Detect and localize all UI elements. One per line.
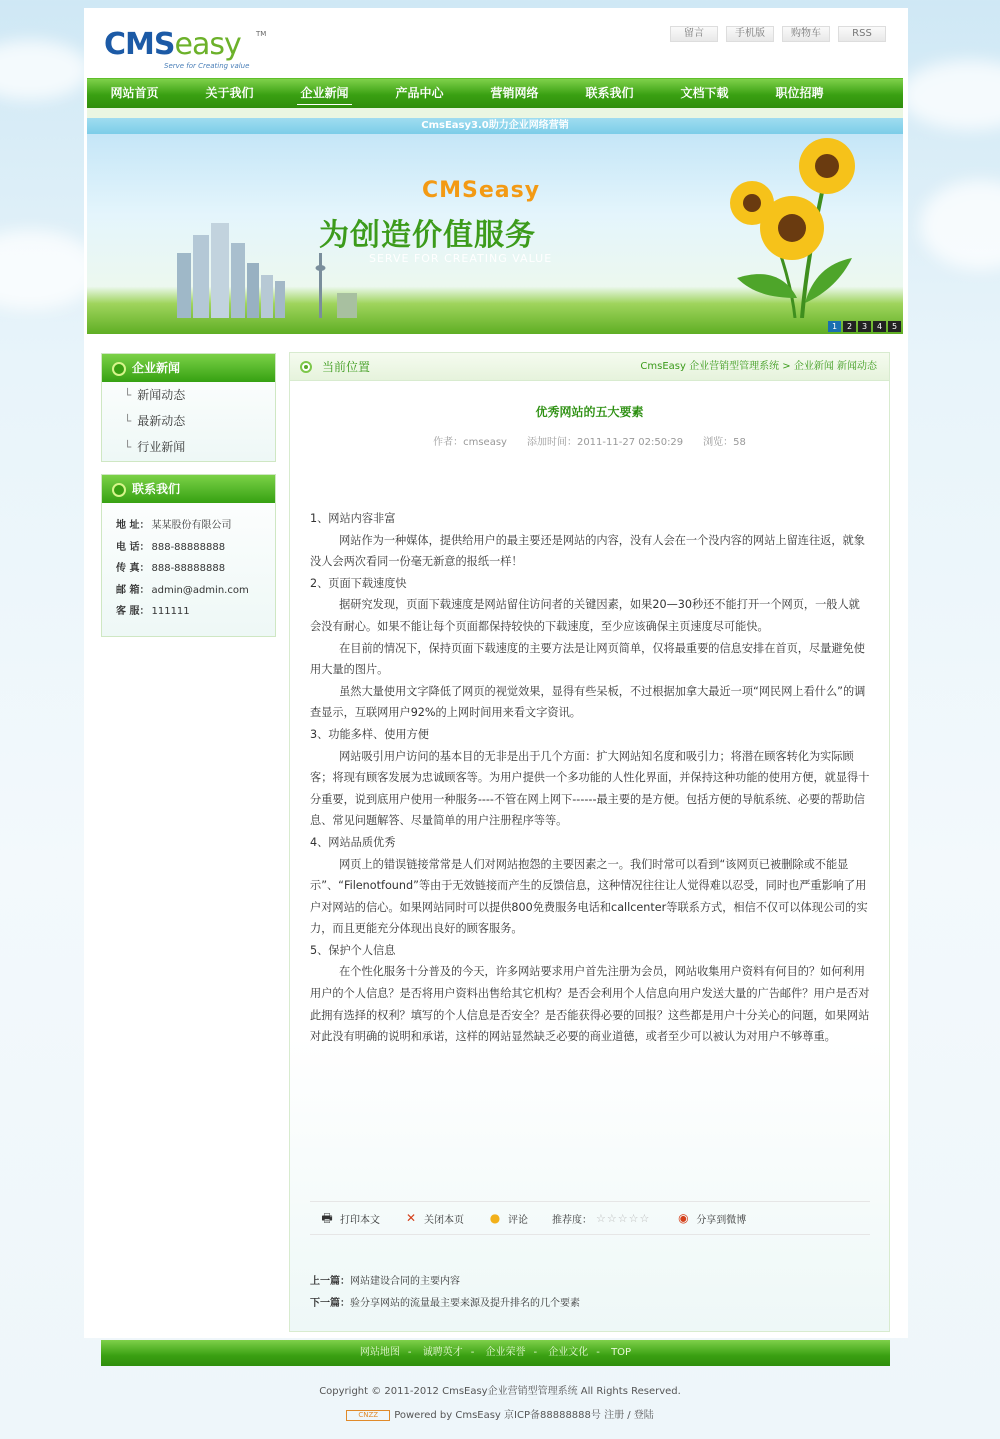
article-paragraph: 网站吸引用户访问的基本目的无非是出于几个方面：扩大网站知名度和吸引力；将潜在顾客转化为实际顾客；将现有顾客发展为忠诚顾客等。为用户提供一个多功能的人性化界面，并保持这种功能的使用方便，就显得十分重要，说到底用户使用一种服务----不管在网上网下------最主要的是方便。包括方便的导航系统、必要的帮助信息、常见问题解答、尽量简单的用户注册程序等等。 <box>310 749 870 828</box>
contact-service: 客 服： 111111 <box>116 606 190 617</box>
close-icon: ✕ <box>405 1211 417 1225</box>
article-paragraph: 1、网站内容非富 <box>310 512 396 525</box>
sidebar-news-box <box>101 353 276 462</box>
sidebar-item-news-dynamic[interactable]: └ 新闻动态 <box>124 388 186 402</box>
copyright: Copyright © 2011-2012 CmsEasy企业营销型管理系统 All Rights Reserved. <box>319 1386 681 1397</box>
weibo-icon: ◉ <box>678 1211 689 1225</box>
corner-icon: └ <box>124 414 132 428</box>
prev-article[interactable]: 上一篇：网站建设合同的主要内容 <box>310 1276 460 1287</box>
nav-products[interactable]: 产品中心 <box>395 86 444 100</box>
breadcrumb[interactable]: CmsEasy 企业营销型管理系统 > 企业新闻 新闻动态 <box>640 361 877 372</box>
article-body <box>310 508 870 1048</box>
powered-by: CNZZ Powered by CmsEasy 京ICP备88888888号 注册 / 登陆 <box>0 1406 1000 1421</box>
rating-stars[interactable]: ☆☆☆☆☆ <box>596 1211 651 1225</box>
banner-brand: CMSeasy <box>422 178 541 203</box>
cnzz-badge[interactable]: CNZZ <box>346 1410 390 1421</box>
top-links <box>670 26 886 42</box>
banner-pager <box>828 321 901 332</box>
location-bar <box>290 353 889 381</box>
footer-link-culture[interactable]: 企业文化 <box>548 1347 589 1358</box>
location-label: 当前位置 <box>322 360 371 374</box>
close-page-button[interactable]: ✕ 关闭本页 <box>405 1211 464 1226</box>
logo-tm: TM <box>256 30 267 38</box>
banner-slogan-en: SERVE FOR CREATING VALUE <box>369 252 553 265</box>
logo-tagline: Serve for Creating value <box>164 62 250 70</box>
article-paragraph: 据研究发现，页面下载速度是网站留住访问者的关键因素，如果20—30秒还不能打开一个网页，一般人就会没有耐心。如果不能让每个页面都保持较快的下载速度，至少应该确保主页速度尽可能快。 <box>310 598 860 633</box>
nav-downloads[interactable]: 文档下载 <box>680 86 729 100</box>
banner-top-text: CmsEasy3.0助力企业网络营销 <box>87 118 903 134</box>
main-content <box>289 352 890 1332</box>
nav-home[interactable]: 网站首页 <box>110 86 159 100</box>
contact-email: 邮 箱： admin@admin.com <box>116 584 249 596</box>
article-tools <box>310 1201 870 1235</box>
logo-cms: CMS <box>104 27 175 62</box>
nav-about[interactable]: 关于我们 <box>205 86 254 100</box>
print-button[interactable]: 🖶 打印本文 <box>321 1211 380 1226</box>
article-paragraph: 2、页面下载速度快 <box>310 576 407 590</box>
footer-link-sitemap[interactable]: 网站地图 <box>359 1347 400 1358</box>
share-weibo-button[interactable]: ◉ 分享到微博 <box>678 1211 747 1226</box>
top-link-cart[interactable]: 购物车 <box>782 26 830 42</box>
sidebar-contact-box <box>101 474 276 637</box>
footer-link-jobs[interactable]: 诚聘英才 <box>422 1347 463 1358</box>
next-article[interactable]: 下一篇：验分享网站的流量最主要来源及提升排名的几个要素 <box>310 1298 580 1309</box>
prev-next <box>310 1271 580 1315</box>
corner-icon: └ <box>124 388 132 402</box>
contact-fax: 传 真： 888-88888888 <box>116 563 226 574</box>
nav-news[interactable]: 企业新闻 <box>277 79 372 108</box>
top-link-rss[interactable]: RSS <box>838 26 886 42</box>
sub-nav <box>87 108 903 118</box>
banner-slogan: 为创造价值服务 <box>319 218 536 253</box>
article-paragraph: 网站作为一种媒体，提供给用户的最主要还是网站的内容，没有人会在一个没内容的网站上留连往返，就象没人会两次看同一份毫无新意的报纸一样！ <box>310 533 865 569</box>
main-nav <box>87 78 903 108</box>
banner-page-1[interactable]: 1 <box>828 321 841 332</box>
location-icon <box>300 361 312 373</box>
corner-icon: └ <box>124 440 132 454</box>
footer-link-top[interactable]: TOP <box>611 1347 632 1358</box>
printer-icon: 🖶 <box>321 1211 333 1225</box>
site-logo[interactable] <box>104 27 274 74</box>
sunflower-image <box>677 128 897 318</box>
contact-phone: 电 话： 888-88888888 <box>116 541 226 553</box>
footer-links: 网站地图 - 诚聘英才 - 企业荣誉 - 企业文化 - TOP <box>101 1340 890 1366</box>
sidebar-news-title: 企业新闻 <box>102 354 275 382</box>
sidebar-contact-title: 联系我们 <box>102 475 275 503</box>
article-paragraph: 在目前的情况下，保持页面下载速度的主要方法是让网页简单，仅将最重要的信息安排在首页，尽量避免使用大量的图片。 <box>310 641 865 677</box>
article-paragraph: 在个性化服务十分普及的今天，许多网站要求用户首先注册为会员，网站收集用户资料有何目的？如何利用用户的个人信息？是否将用户资料出售给其它机构？是否会利用个人信息向用户发送大量的广告邮件？用户是否对此拥有选择的权利？填写的个人信息是否安全？是否能获得必要的回报？这些都是用户十分关心的问题，如果网站对此没有明确的说明和承诺，这样的网站显然缺乏必要的商业道德，或者至少可以被认为对用户不够尊重。 <box>310 965 870 1044</box>
article-paragraph: 虽然大量使用文字降低了网页的视觉效果，显得有些呆板，不过根据加拿大最近一项“网民网上看什么”的调查显示，互联网用户92%的上网时间用来看文字资讯。 <box>310 684 866 720</box>
rating-label: 推荐度： <box>552 1214 592 1226</box>
banner-page-5[interactable]: 5 <box>888 321 901 332</box>
article-meta: 作者：cmseasy 添加时间：2011-11-27 02:50:29 浏览：58 <box>433 437 746 448</box>
comment-icon: ● <box>489 1211 501 1225</box>
sidebar-item-industry[interactable]: └ 行业新闻 <box>124 440 186 454</box>
article-paragraph: 3、功能多样、使用方便 <box>310 727 429 741</box>
logo-easy: easy <box>174 27 241 62</box>
contact-address: 地 址： 某某股份有限公司 <box>116 520 232 531</box>
footer-link-honors[interactable]: 企业荣誉 <box>485 1347 526 1358</box>
sidebar-item-latest[interactable]: └ 最新动态 <box>124 414 186 428</box>
banner-page-2[interactable]: 2 <box>843 321 856 332</box>
banner <box>87 118 903 334</box>
nav-network[interactable]: 营销网络 <box>490 86 539 100</box>
top-link-message[interactable]: 留言 <box>670 26 718 42</box>
banner-page-3[interactable]: 3 <box>858 321 871 332</box>
top-link-mobile[interactable]: 手机版 <box>726 26 774 42</box>
article-title: 优秀网站的五大要素 <box>535 405 644 419</box>
comment-button[interactable]: ● 评论 <box>489 1211 528 1226</box>
nav-jobs[interactable]: 职位招聘 <box>775 86 824 100</box>
article-paragraph: 网页上的错误链接常常是人们对网站抱怨的主要因素之一。我们时常可以看到“该网页已被删除或不能显示”、“Filenotfound”等由于无效链接而产生的反馈信息，这种情况往往让人觉得难以忍受，同时也严重影响了用户对网站的信心。如果网站同时可以提供800免费服务电话和callcenter等联系方式，相信不仅可以体现公司的实力，而且更能充分体现出良好的顾客服务。 <box>310 857 868 936</box>
article-paragraph: 4、网站品质优秀 <box>310 835 396 849</box>
article-paragraph: 5、保护个人信息 <box>310 943 396 957</box>
nav-contact[interactable]: 联系我们 <box>585 86 634 100</box>
banner-page-4[interactable]: 4 <box>873 321 886 332</box>
